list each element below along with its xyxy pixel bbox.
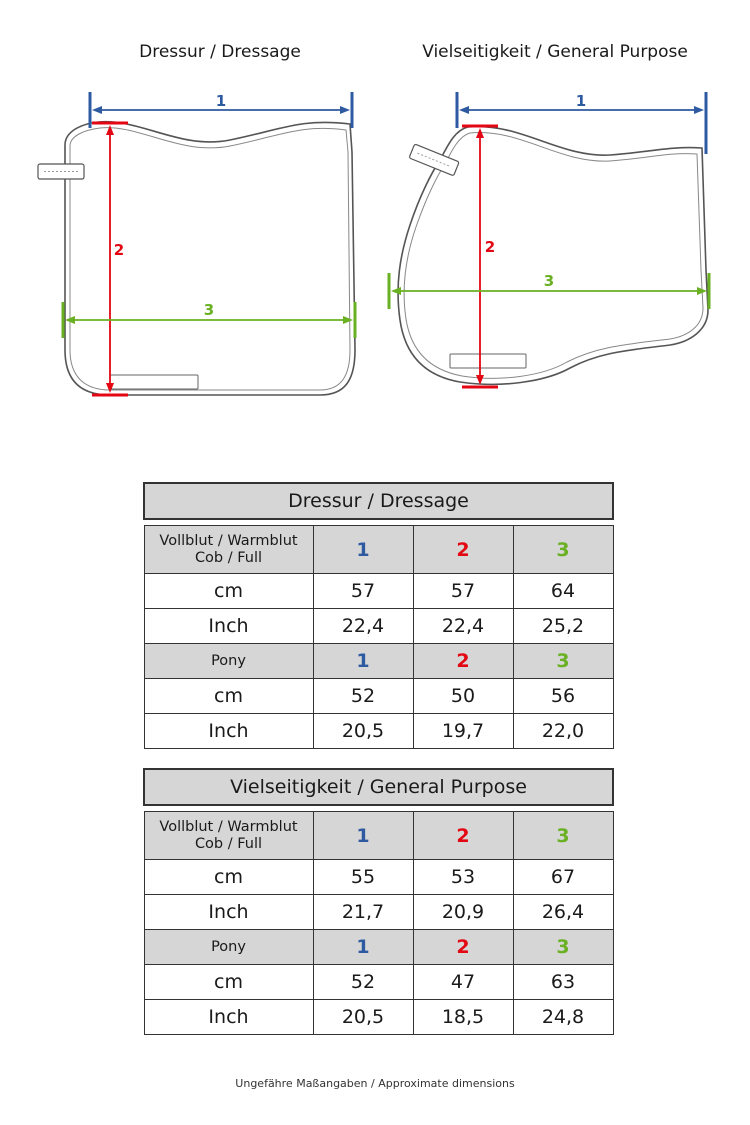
value-cell: 18,5 — [413, 1000, 513, 1035]
dressage-marker-2: 2 — [113, 241, 125, 259]
column-2-header: 2 — [413, 930, 513, 965]
saddle-pad-diagrams — [0, 0, 750, 440]
general-pony-header-row — [144, 930, 613, 965]
dressage-marker-1: 1 — [215, 92, 227, 110]
value-cell: 20,5 — [313, 714, 413, 749]
general-measure-3 — [389, 272, 709, 309]
general-table-caption: Vielseitigkeit / General Purpose — [144, 769, 613, 805]
unit-cell: Inch — [144, 609, 313, 644]
general-full-group-label — [144, 812, 313, 860]
value-cell: 47 — [413, 965, 513, 1000]
dressage-measure-2 — [92, 123, 128, 395]
value-cell: 22,4 — [313, 609, 413, 644]
value-cell: 57 — [413, 574, 513, 609]
column-2-header: 2 — [413, 812, 513, 860]
value-cell: 52 — [313, 679, 413, 714]
table-row — [144, 574, 613, 609]
general-pony-group-label: Pony — [144, 930, 313, 965]
value-cell: 20,5 — [313, 1000, 413, 1035]
table-row — [144, 895, 613, 930]
value-cell: 57 — [313, 574, 413, 609]
dressage-marker-3: 3 — [203, 301, 215, 319]
group-line-1: Vollblut / Warmblut — [159, 818, 298, 835]
table-row — [144, 860, 613, 895]
column-1-header: 1 — [313, 930, 413, 965]
value-cell: 53 — [413, 860, 513, 895]
unit-cell: cm — [144, 574, 313, 609]
table-row — [144, 714, 613, 749]
general-full-header-row — [144, 812, 613, 860]
unit-cell: cm — [144, 965, 313, 1000]
column-3-header: 3 — [513, 930, 613, 965]
dressage-pad-diagram — [38, 92, 355, 395]
table-row — [144, 1000, 613, 1035]
column-3-header: 3 — [513, 644, 613, 679]
general-purpose-size-table — [143, 768, 614, 1035]
value-cell: 56 — [513, 679, 613, 714]
general-measure-1 — [457, 92, 706, 154]
dressage-full-group-label — [144, 526, 313, 574]
value-cell: 50 — [413, 679, 513, 714]
column-1-header: 1 — [313, 812, 413, 860]
dressage-full-header-row — [144, 526, 613, 574]
value-cell: 67 — [513, 860, 613, 895]
dressage-pony-group-label: Pony — [144, 644, 313, 679]
unit-cell: Inch — [144, 1000, 313, 1035]
dressage-pony-header-row — [144, 644, 613, 679]
dressage-pad-outline — [65, 122, 355, 395]
dressage-pad-outline-inner — [70, 128, 350, 390]
value-cell: 63 — [513, 965, 613, 1000]
unit-cell: cm — [144, 679, 313, 714]
value-cell: 19,7 — [413, 714, 513, 749]
dressage-size-table — [143, 482, 614, 749]
value-cell: 22,4 — [413, 609, 513, 644]
group-line-2: Cob / Full — [194, 549, 263, 566]
dressage-measure-3 — [63, 301, 355, 338]
general-marker-2: 2 — [484, 238, 496, 256]
dressage-bottom-strap — [110, 375, 198, 389]
value-cell: 21,7 — [313, 895, 413, 930]
value-cell: 22,0 — [513, 714, 613, 749]
value-cell: 26,4 — [513, 895, 613, 930]
general-purpose-pad-diagram — [389, 92, 709, 387]
unit-cell: cm — [144, 860, 313, 895]
table-row — [144, 679, 613, 714]
table-row — [144, 965, 613, 1000]
value-cell: 55 — [313, 860, 413, 895]
general-purpose-diagram-title: Vielseitigkeit / General Purpose — [422, 42, 688, 62]
column-2-header: 2 — [413, 644, 513, 679]
general-marker-1: 1 — [575, 92, 587, 110]
general-marker-3: 3 — [543, 272, 555, 290]
dressage-diagram-title: Dressur / Dressage — [139, 42, 301, 62]
value-cell: 25,2 — [513, 609, 613, 644]
column-3-header: 3 — [513, 812, 613, 860]
column-2-header: 2 — [413, 526, 513, 574]
unit-cell: Inch — [144, 714, 313, 749]
general-measure-2 — [462, 126, 498, 387]
value-cell: 64 — [513, 574, 613, 609]
column-1-header: 1 — [313, 526, 413, 574]
value-cell: 24,8 — [513, 1000, 613, 1035]
approximate-dimensions-note: Ungefähre Maßangaben / Approximate dimensions — [235, 1077, 515, 1090]
column-3-header: 3 — [513, 526, 613, 574]
unit-cell: Inch — [144, 895, 313, 930]
value-cell: 52 — [313, 965, 413, 1000]
group-line-2: Cob / Full — [194, 835, 263, 852]
column-1-header: 1 — [313, 644, 413, 679]
table-row — [144, 609, 613, 644]
value-cell: 20,9 — [413, 895, 513, 930]
group-line-1: Vollblut / Warmblut — [159, 532, 298, 549]
general-bottom-strap — [450, 354, 526, 368]
dressage-table-caption: Dressur / Dressage — [144, 483, 613, 519]
